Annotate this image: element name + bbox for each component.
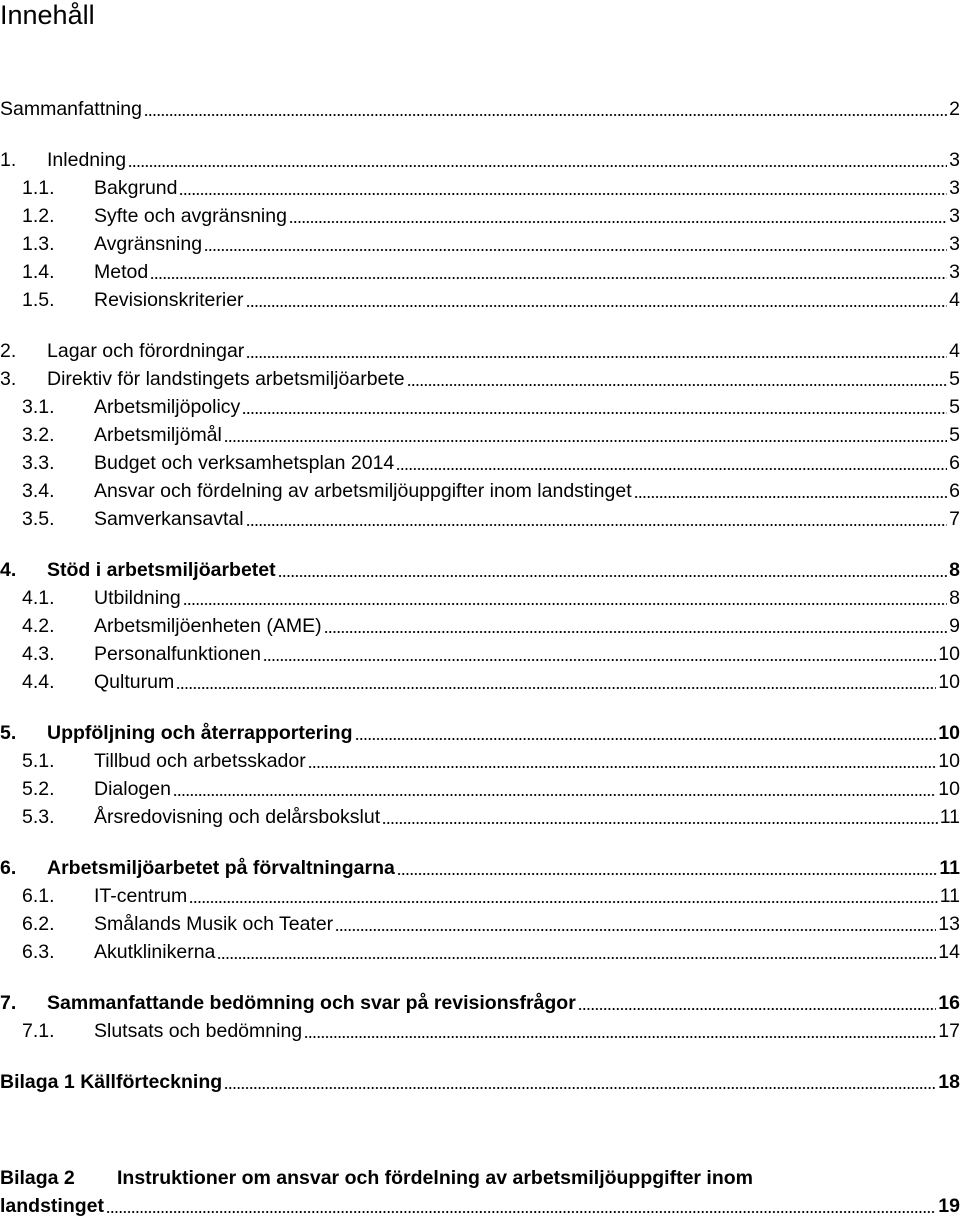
toc-entry-text: Sammanfattande bedömning och svar på revisionsfrågor: [47, 992, 576, 1014]
toc-entry[interactable]: [22, 174, 960, 202]
toc-entry-number: 1.1.: [22, 177, 55, 199]
dot-leader: [304, 1036, 936, 1038]
toc-entry[interactable]: [22, 584, 960, 612]
toc-entry-page: 6: [949, 452, 960, 474]
toc-entry-text: Qulturum: [94, 671, 175, 693]
toc-entry-number: 2.: [0, 340, 17, 362]
toc-entry-page: 8: [949, 559, 960, 581]
toc-entry-text: Inledning: [47, 149, 127, 171]
toc-entry-page: 10: [938, 722, 960, 744]
dot-leader: [204, 249, 947, 251]
toc-entry-page: 4: [949, 340, 960, 362]
toc-entry[interactable]: [22, 775, 960, 803]
toc-entry-page: 5: [949, 396, 960, 418]
toc-entry-page: 3: [949, 177, 960, 199]
toc-entry-text: Ansvar och fördelning av arbetsmiljöuppgifter inom landstinget: [94, 480, 632, 502]
toc-entry-page: 3: [949, 149, 960, 171]
toc-entry-number: 6.3.: [22, 941, 55, 963]
dot-leader: [150, 277, 947, 279]
toc-entry-text: Personalfunktionen: [94, 643, 261, 665]
toc-entry-page: 4: [949, 289, 960, 311]
toc-entry-page: 3: [949, 205, 960, 227]
toc-entry-text: Tillbud och arbetsskador: [94, 750, 306, 772]
toc-entry-bilaga-2-title[interactable]: [0, 1164, 960, 1192]
toc-entry-text: IT-centrum: [94, 885, 188, 907]
toc-entry[interactable]: [0, 854, 960, 882]
page-title: Innehåll: [0, 0, 95, 30]
toc-entry-text: Budget och verksamhetsplan 2014: [94, 452, 395, 474]
toc-entry-text: Smålands Musik och Teater: [94, 913, 334, 935]
toc-entry-page: 11: [939, 806, 960, 828]
dot-leader: [382, 822, 938, 824]
toc-entry-page: 6: [949, 480, 960, 502]
toc-entry[interactable]: [22, 938, 960, 966]
toc-entry-text: Direktiv för landstingets arbetsmiljöarbete: [47, 368, 405, 390]
dot-leader: [396, 468, 947, 470]
toc-entry-number: 3.1.: [22, 396, 55, 418]
toc-entry-text: Arbetsmiljöenheten (AME): [94, 615, 322, 637]
dot-leader: [246, 305, 948, 307]
toc-entry-text: Slutsats och bedömning: [94, 1020, 303, 1042]
toc-entry[interactable]: [22, 803, 960, 831]
toc-entry-text: Sammanfattning: [0, 98, 142, 120]
toc-entry-page: 10: [938, 750, 960, 772]
dot-leader: [144, 114, 947, 116]
toc-entry-page: 14: [938, 941, 960, 963]
toc-entry-text: Akutklinikerna: [94, 941, 216, 963]
toc-entry-number: 1.3.: [22, 233, 55, 255]
dot-leader: [578, 1008, 937, 1010]
toc-entry-number: 7.1.: [22, 1020, 55, 1042]
toc-entry[interactable]: [22, 477, 960, 505]
dot-leader: [173, 794, 936, 796]
toc-entry-number: 4.2.: [22, 615, 55, 637]
toc-entry[interactable]: [22, 202, 960, 230]
toc-entry-page: 10: [938, 778, 960, 800]
toc-entry-text: Revisionskriterier: [94, 289, 244, 311]
dot-leader: [179, 193, 947, 195]
toc-entry-number: 3.4.: [22, 480, 55, 502]
dot-leader: [407, 384, 947, 386]
toc-entry-text: Arbetsmiljöarbetet på förvaltningarna: [47, 857, 395, 879]
toc-entry-text: Instruktioner om ansvar och fördelning av arbetsmiljöuppgifter inom: [117, 1167, 754, 1189]
toc-entry[interactable]: [22, 1017, 960, 1045]
toc-entry-page: 10: [938, 671, 960, 693]
toc-entry[interactable]: [0, 989, 960, 1017]
toc-entry-text: Utbildning: [94, 587, 181, 609]
toc-entry-page: 3: [949, 261, 960, 283]
dot-leader: [263, 659, 936, 661]
dot-leader: [224, 1087, 936, 1089]
toc-entry[interactable]: [22, 286, 960, 314]
toc-entry-number: 4.3.: [22, 643, 55, 665]
toc-entry-text: Stöd i arbetsmiljöarbetet: [47, 559, 276, 581]
toc-entry-text: Uppföljning och återrapportering: [47, 722, 353, 744]
toc-entry-number: 1.4.: [22, 261, 55, 283]
toc-entry-page: 19: [938, 1195, 960, 1217]
toc-entry[interactable]: [0, 556, 960, 584]
dot-leader: [183, 603, 947, 605]
toc-entry-page: 3: [949, 233, 960, 255]
toc-entry-text: Arbetsmiljömål: [94, 424, 222, 446]
dot-leader: [224, 440, 947, 442]
toc-entry[interactable]: [22, 230, 960, 258]
toc-entry-page: 17: [938, 1020, 960, 1042]
toc-entry-text: Lagar och förordningar: [47, 340, 245, 362]
toc-entry[interactable]: [0, 1068, 960, 1096]
toc-entry-text: Arbetsmiljöpolicy: [94, 396, 241, 418]
toc-entry-number: 3.: [0, 368, 17, 390]
toc-entry-bilaga-2[interactable]: [0, 1192, 960, 1220]
toc-entry-number: 1.: [0, 149, 17, 171]
toc-entry-number: 1.2.: [22, 205, 55, 227]
toc-entry[interactable]: [22, 640, 960, 668]
toc-entry-page: 18: [938, 1071, 960, 1093]
toc-entry-number: 3.5.: [22, 508, 55, 530]
toc-entry[interactable]: [22, 421, 960, 449]
dot-leader: [246, 524, 948, 526]
toc-entry-page: 7: [949, 508, 960, 530]
dot-leader: [278, 575, 948, 577]
toc-entry[interactable]: [22, 449, 960, 477]
toc-entry-number: 3.3.: [22, 452, 55, 474]
toc-entry[interactable]: [22, 393, 960, 421]
toc-entry[interactable]: [22, 882, 960, 910]
toc-entry[interactable]: [0, 146, 960, 174]
dot-leader: [189, 901, 938, 903]
toc-entry-text: Bilaga 1 Källförteckning: [0, 1071, 223, 1093]
toc-entry[interactable]: [22, 612, 960, 640]
toc-entry-page: 8: [949, 587, 960, 609]
toc-entry-number: 7.: [0, 992, 17, 1014]
toc-entry-text: Metod: [94, 261, 149, 283]
toc-entry[interactable]: [22, 910, 960, 938]
dot-leader: [176, 687, 936, 689]
dot-leader: [289, 221, 947, 223]
toc-entry[interactable]: [22, 668, 960, 696]
dot-leader: [324, 631, 948, 633]
toc-entry-page: 11: [939, 885, 960, 907]
toc-entry-number: 5.2.: [22, 778, 55, 800]
toc-entry-number: 4.4.: [22, 671, 55, 693]
toc-entry-text: Avgränsning: [94, 233, 203, 255]
toc-entry-text: Bakgrund: [94, 177, 178, 199]
toc-entry-text: landstinget: [0, 1195, 105, 1217]
toc-entry-number: 3.2.: [22, 424, 55, 446]
dot-leader: [106, 1211, 936, 1213]
toc-entry-number: Bilaga 2: [0, 1167, 75, 1189]
dot-leader: [128, 165, 947, 167]
dot-leader: [397, 873, 938, 875]
toc-entry[interactable]: [0, 95, 960, 123]
toc-entry[interactable]: [22, 505, 960, 533]
toc-entry-page: 10: [938, 643, 960, 665]
dot-leader: [246, 356, 947, 358]
toc-entry-number: 6.1.: [22, 885, 55, 907]
toc-entry-number: 5.3.: [22, 806, 55, 828]
dot-leader: [217, 957, 936, 959]
toc-entry[interactable]: [0, 719, 960, 747]
toc-entry-page: 2: [949, 98, 960, 120]
toc-entry[interactable]: [22, 258, 960, 286]
toc-entry-page: 16: [938, 992, 960, 1014]
dot-leader: [634, 496, 948, 498]
toc-entry-text: Syfte och avgränsning: [94, 205, 287, 227]
toc-entry-number: 5.: [0, 722, 17, 744]
toc-entry-text: Årsredovisning och delårsbokslut: [94, 806, 381, 828]
toc-entry-number: 6.2.: [22, 913, 55, 935]
toc-entry-number: 6.: [0, 857, 17, 879]
toc-entry-number: 4.1.: [22, 587, 55, 609]
toc-entry-number: 5.1.: [22, 750, 55, 772]
toc-entry-text: Dialogen: [94, 778, 171, 800]
dot-leader: [242, 412, 947, 414]
toc-entry-number: 4.: [0, 559, 17, 581]
toc-entry-text: Samverkansavtal: [94, 508, 244, 530]
dot-leader: [308, 766, 937, 768]
toc-entry[interactable]: [0, 337, 960, 365]
toc-entry-number: 1.5.: [22, 289, 55, 311]
toc-entry[interactable]: [22, 747, 960, 775]
toc-entry-page: 9: [949, 615, 960, 637]
toc-entry-page: 5: [949, 424, 960, 446]
toc-entry-page: 13: [938, 913, 960, 935]
dot-leader: [335, 929, 936, 931]
toc-entry[interactable]: [0, 365, 960, 393]
dot-leader: [355, 738, 937, 740]
toc-entry-page: 5: [949, 368, 960, 390]
toc-entry-page: 11: [939, 857, 960, 879]
